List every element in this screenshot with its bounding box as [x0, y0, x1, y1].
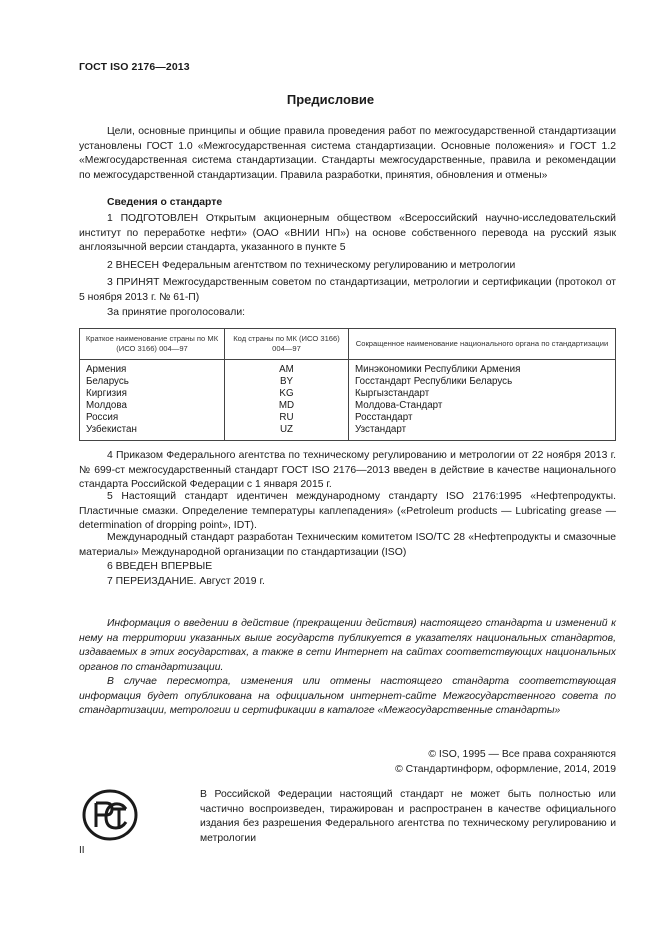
country-cell: Россия	[80, 412, 225, 424]
table-header-code: Код страны по МК (ИСО 3166) 004—97	[225, 329, 349, 360]
info-paragraph-2: В случае пересмотра, изменения или отмены настоящего стандарта соответствующая информация будет опубликована на официальном интернет-сайте Межгосударственного совета по стандартизации, метрологии и сертификации в каталоге «Межгосударственные стандарты»	[79, 676, 616, 717]
country-cell: Беларусь	[80, 376, 225, 388]
vote-label: За принятие проголосовали:	[107, 307, 246, 318]
item-2-submitted: 2 ВНЕСЕН Федеральным агентством по техническому регулированию и метрологии	[107, 260, 516, 271]
item-3-adopted: 3 ПРИНЯТ Межгосударственным советом по стандартизации, метрологии и сертификации (протокол от 5 ноября 2013 г. № 61-П)	[79, 277, 616, 303]
table-row	[80, 400, 616, 412]
reproduction-notice: В Российской Федерации настоящий стандарт не может быть полностью или частично воспроизведен, тиражирован и распространен в качестве официального издания без разрешения Федерального агентства по техническому регулированию и метрологии	[200, 789, 616, 844]
code-cell: UZ	[225, 424, 349, 441]
body-cell: Кыргызстандарт	[349, 388, 616, 400]
code-cell: MD	[225, 400, 349, 412]
body-cell: Госстандарт Республики Беларусь	[349, 376, 616, 388]
page-number: II	[79, 845, 85, 856]
item-5-identical: 5 Настоящий стандарт идентичен международному стандарту ISO 2176:1995 «Нефтепродукты. Пластичные смазки. Определение температуры каплепадения» («Petroleum products — Lubricating grease — determination of dropping point», IDT).	[79, 491, 616, 532]
document-code: ГОСТ ISO 2176—2013	[79, 61, 190, 73]
body-cell: Молдова-Стандарт	[349, 400, 616, 412]
code-cell: RU	[225, 412, 349, 424]
table-row	[80, 388, 616, 400]
item-4-order: 4 Приказом Федерального агентства по техническому регулированию и метрологии от 22 ноября 2013 г. № 699-ст межгосударственный стандарт ГОСТ ISO 2176—2013 введен в действие в качестве национального стандарта Российской Федерации с 1 января 2015 г.	[79, 450, 616, 491]
copyright-publisher: © Стандартинформ, оформление, 2014, 2019	[395, 764, 616, 775]
body-cell: Узстандарт	[349, 424, 616, 441]
country-cell: Молдова	[80, 400, 225, 412]
item-6-first-introduced: 6 ВВЕДЕН ВПЕРВЫЕ	[107, 561, 213, 572]
rst-certification-mark-icon	[82, 787, 138, 843]
item-1-prepared: 1 ПОДГОТОВЛЕН Открытым акционерным обществом «Всероссийский научно-исследовательский институт по переработке нефти» (ОАО «ВНИИ НП») на основе собственного перевода на русский язык англоязычной версии стандарта, указанного в пункте 5	[79, 213, 616, 254]
section-heading: Сведения о стандарте	[107, 197, 223, 208]
table-header-row	[80, 329, 616, 360]
page-title: Предисловие	[286, 92, 375, 107]
intro-paragraph: Цели, основные принципы и общие правила проведения работ по межгосударственной стандартизации установлены ГОСТ 1.0 «Межгосударственная система стандартизации. Основные положения» и ГОСТ 1.2 «Межгосударственная система стандартизации. Стандарты межгосударственные, правила и рекомендации по межгосударственной стандартизации. Правила разработки, принятия, обновления и отмены»	[79, 126, 616, 181]
copyright-iso: © ISO, 1995 — Все права сохраняются	[428, 749, 616, 760]
info-paragraph-1: Информация о введении в действие (прекращении действия) настоящего стандарта и изменений к нему на территории указанных выше государств публикуется в указателях национальных стандартов, издаваемых в этих государствах, а также в сети Интернет на сайтах соответствующих национальных органов по стандартизации.	[79, 618, 616, 673]
country-cell: Армения	[80, 360, 225, 377]
table-row	[80, 360, 616, 377]
table-row	[80, 376, 616, 388]
code-cell: AM	[225, 360, 349, 377]
item-5-developer: Международный стандарт разработан Техническим комитетом ISO/TC 28 «Нефтепродукты и смазочные материалы» Международной организации по стандартизации (ISO)	[79, 532, 616, 558]
code-cell: KG	[225, 388, 349, 400]
table-row	[80, 412, 616, 424]
country-cell: Узбекистан	[80, 424, 225, 441]
table-header-body: Сокращенное наименование национального органа по стандартизации	[349, 329, 616, 360]
table-row	[80, 424, 616, 441]
body-cell: Росстандарт	[349, 412, 616, 424]
body-cell: Минэкономики Республики Армения	[349, 360, 616, 377]
item-7-reissue: 7 ПЕРЕИЗДАНИЕ. Август 2019 г.	[107, 576, 265, 587]
country-cell: Киргизия	[80, 388, 225, 400]
table-header-country: Краткое наименование страны по МК (ИСО 3166) 004—97	[80, 329, 225, 360]
states-table	[79, 328, 616, 441]
code-cell: BY	[225, 376, 349, 388]
